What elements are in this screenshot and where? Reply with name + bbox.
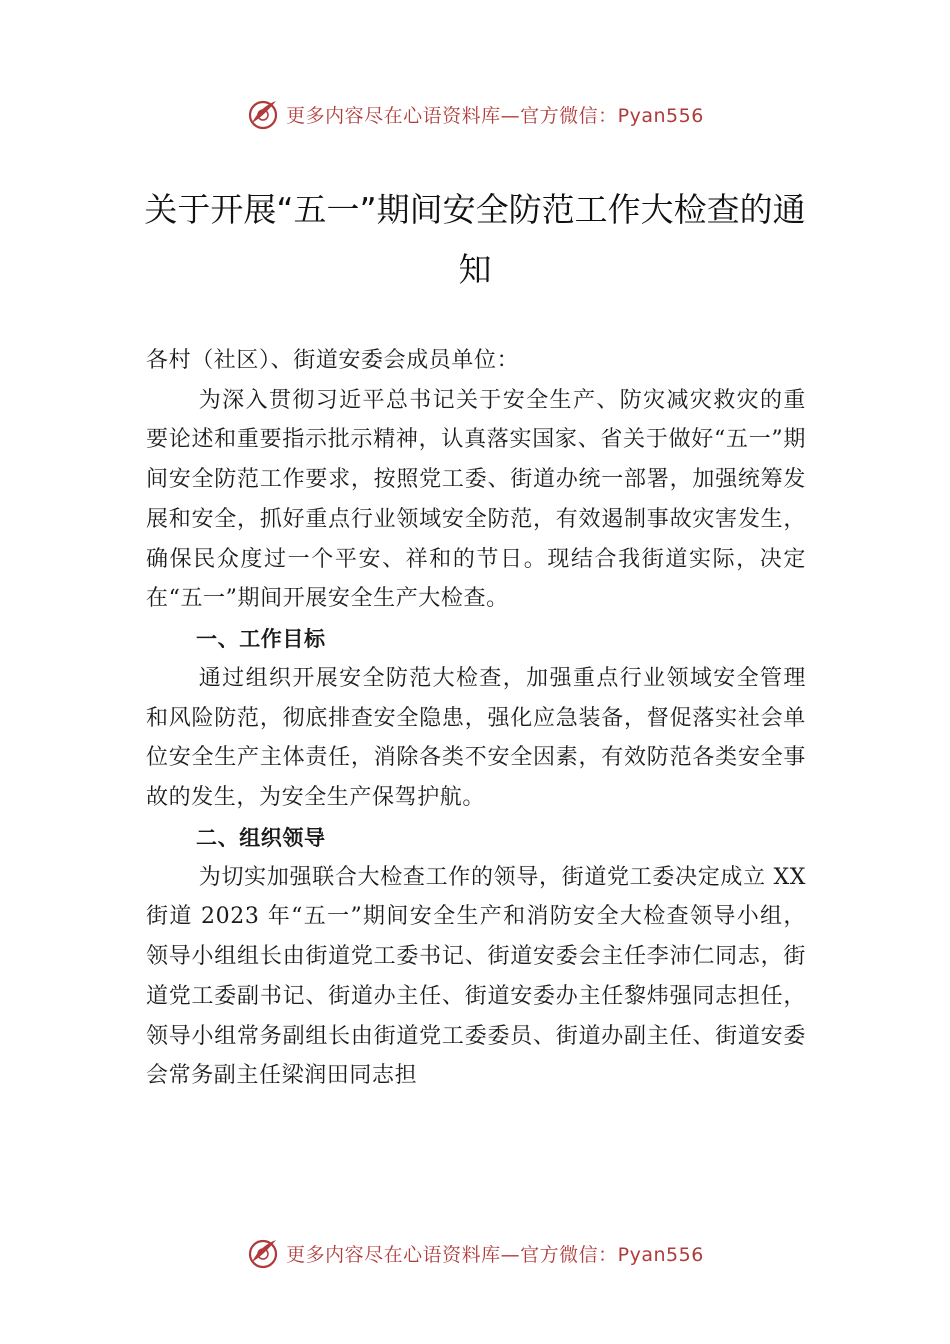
section-body-leadership: 为切实加强联合大检查工作的领导，街道党工委决定成立 XX 街道 2023 年“五一”期间安全生产和消防安全大检查领导小组，领导小组组长由街道党工委书记、街道安委会主任李沛仁同志，街道党工委副书记、街道办主任、街道安委办主任黎炜强同志担任，领导小组常务副组长由街道党工委委员、街道办副主任、街道安委会常务副主任梁润田同志担: [146, 864, 806, 1089]
footer-watermark: [0, 1233, 950, 1273]
footer-watermark-text: 更多内容尽在心语资料库—官方微信：Pyan556: [286, 1243, 704, 1266]
document-body: [146, 341, 806, 1096]
brush-logo-icon: [246, 1236, 280, 1270]
salutation: 各村（社区）、街道安委会成员单位：: [146, 348, 520, 373]
intro-paragraph: 为深入贯彻习近平总书记关于安全生产、防灾减灾救灾的重要论述和重要指示批示精神，认真落实国家、省关于做好“五一”期间安全防范工作要求，按照党工委、街道办统一部署，加强统筹发展和安全，抓好重点行业领域安全防范，有效遏制事故灾害发生，确保民众度过一个平安、祥和的节日。现结合我街道实际，决定在“五一”期间开展安全生产大检查。: [146, 387, 806, 612]
section-heading-goals: 一、工作目标: [196, 626, 326, 651]
document-title: 关于开展“五一”期间安全防范工作大检查的通知: [144, 190, 806, 289]
section-body-goals: 通过组织开展安全防范大检查，加强重点行业领域安全管理和风险防范，彻底排查安全隐患，强化应急装备，督促落实社会单位安全生产主体责任，消除各类不安全因素，有效防范各类安全事故的发生，为安全生产保驾护航。: [146, 665, 806, 811]
brush-logo-icon: [246, 97, 280, 131]
header-watermark-text: 更多内容尽在心语资料库—官方微信：Pyan556: [286, 104, 704, 127]
section-heading-leadership: 二、组织领导: [196, 825, 326, 850]
header-watermark: [0, 94, 950, 134]
